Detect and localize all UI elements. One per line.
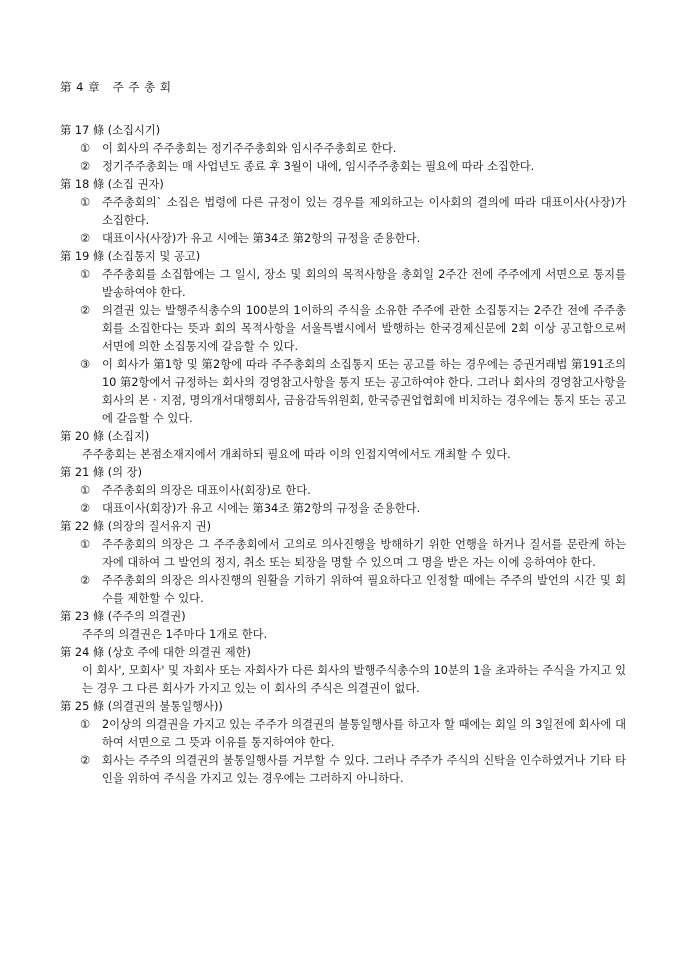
- articles-container: [60, 122, 626, 788]
- article: [60, 248, 626, 428]
- paragraph-text: 주주총회의 의장은 그 주주총회에서 고의로 의사진행을 방해하기 위한 언행을 하거나 질서를 문란케 하는 자에 대하여 그 발언의 정지, 취소 또는 퇴장을 명할 수 있으며 그 명을 받은 자는 이에 응하여야 한다.: [102, 538, 626, 569]
- article: [60, 176, 626, 248]
- paragraph-text: 회사는 주주의 의결권의 불통일행사를 거부할 수 있다. 그러나 주주가 주식의 신탁을 인수하였거나 기타 타인을 위하여 주식을 가지고 있는 경우에는 그러하지 아니하다.: [102, 754, 626, 785]
- article-paragraph: [80, 158, 626, 176]
- article: [60, 608, 626, 644]
- paragraph-text: 2이상의 의결권을 가지고 있는 주주가 의결권의 불통일행사를 하고자 할 때에는 회일 의 3일전에 회사에 대하여 서면으로 그 뜻과 이유를 통지하여야 한다.: [102, 718, 626, 749]
- paragraph-number: ①: [80, 142, 91, 155]
- article-paragraph: [80, 230, 626, 248]
- article-title: 第 23 條 (주주의 의결권): [60, 610, 186, 623]
- paragraph-text: 의결권 있는 발행주식총수의 100분의 1이하의 주식을 소유한 주주에 관한 소집통지는 2주간 전에 주주총회를 소집한다는 뜻과 회의 목적사항을 서울특별시에서 발행하는 한국경제신문에 2회 이상 공고함으로써 서면에 의한 소집통지에 갈음할 수 있다.: [102, 304, 626, 353]
- article-paragraph: [80, 302, 626, 356]
- article-paragraph: [80, 482, 626, 500]
- article: [60, 698, 626, 788]
- paragraph-text: 이 회사의 주주총회는 정기주주총회와 임시주주총회로 한다.: [102, 142, 397, 155]
- paragraph-text: 정기주주총회는 매 사업년도 종료 후 3월이 내에, 임시주주총회는 필요에 따라 소집한다.: [102, 160, 535, 173]
- paragraph-text: 대표이사(회장)가 유고 시에는 第34조 第2항의 규정을 준용한다.: [102, 502, 421, 515]
- article-paragraph: [80, 356, 626, 428]
- article-title: 第 24 條 (상호 주에 대한 의결권 제한): [60, 646, 251, 659]
- paragraph-number: ①: [80, 484, 91, 497]
- article: [60, 122, 626, 176]
- paragraph-number: ③: [80, 358, 91, 371]
- article-paragraph: [80, 140, 626, 158]
- paragraph-number: ①: [80, 718, 91, 731]
- article-title: 第 18 條 (소집 권자): [60, 178, 164, 191]
- article-title: 第 17 條 (소집시기): [60, 124, 161, 137]
- paragraph-number: ②: [80, 754, 91, 767]
- paragraph-number: ①: [80, 196, 91, 209]
- article: [60, 644, 626, 698]
- article-title: 第 21 條 (의 장): [60, 466, 142, 479]
- article-title: 第 19 條 (소집통지 및 공고): [60, 250, 201, 263]
- article: [60, 428, 626, 464]
- paragraph-number: ②: [80, 304, 91, 317]
- paragraph-number: ①: [80, 268, 91, 281]
- article-paragraph: [80, 266, 626, 302]
- article-body: 이 회사', 모회사' 및 자회사 또는 자회사가 다른 회사의 발행주식총수의 10분의 1을 초과하는 주식을 가지고 있는 경우 그 다른 회사가 가지고 있는 이 회사의 주식은 의결권이 없다.: [82, 664, 626, 695]
- article: [60, 518, 626, 608]
- paragraph-number: ①: [80, 538, 91, 551]
- article-paragraph: [80, 572, 626, 608]
- paragraph-text: 주주총회의` 소집은 법령에 다른 규정이 있는 경우를 제외하고는 이사회의 결의에 따라 대표이사(사장)가 소집한다.: [102, 196, 626, 227]
- chapter-title: 第 4 章 주 주 총 회: [60, 80, 172, 94]
- paragraph-text: 주주총회의 의장은 대표이사(회장)로 한다.: [102, 484, 311, 497]
- article-body: 주주총회는 본점소재지에서 개최하되 필요에 따라 이의 인접지역에서도 개최할 수 있다.: [82, 448, 511, 461]
- paragraph-number: ②: [80, 574, 91, 587]
- article-paragraph: [80, 500, 626, 518]
- article-body: 주주의 의결권은 1주마다 1개로 한다.: [82, 628, 268, 641]
- article-paragraph: [80, 194, 626, 230]
- paragraph-text: 대표이사(사장)가 유고 시에는 第34조 第2항의 규정을 준용한다.: [102, 232, 421, 245]
- article-paragraph: [80, 716, 626, 752]
- article-title: 第 20 條 (소집지): [60, 430, 150, 443]
- paragraph-text: 주주총회의 의장은 의사진행의 원활을 기하기 위하여 필요하다고 인정할 때에는 주주의 발언의 시간 및 회수를 제한할 수 있다.: [102, 574, 626, 605]
- paragraph-text: 이 회사가 第1항 및 第2항에 따라 주주총회의 소집통지 또는 공고를 하는 경우에는 증권거래법 第191조의10 第2항에서 규정하는 회사의 경영참고사항을 통지 또는 공고하여야 한다. 그러나 회사의 경영참고사항을 회사의 본 · 지점, 명의개서대행회사, 금융감독위원회, 한국증권업협회에 비치하는 경우에는 통지 또는 공고에 갈음할 수 있다.: [102, 358, 626, 425]
- paragraph-text: 주주총회를 소집함에는 그 일시, 장소 및 회의의 목적사항을 총회일 2주간 전에 주주에게 서면으로 통지를 발송하여야 한다.: [102, 268, 626, 299]
- paragraph-number: ②: [80, 160, 91, 173]
- article-title: 第 22 條 (의장의 질서유지 권): [60, 520, 212, 533]
- article-paragraph: [80, 536, 626, 572]
- paragraph-number: ②: [80, 502, 91, 515]
- article-title: 第 25 條 (의결권의 불통일행사)): [60, 700, 223, 713]
- paragraph-number: ②: [80, 232, 91, 245]
- article-paragraph: [80, 752, 626, 788]
- article: [60, 464, 626, 518]
